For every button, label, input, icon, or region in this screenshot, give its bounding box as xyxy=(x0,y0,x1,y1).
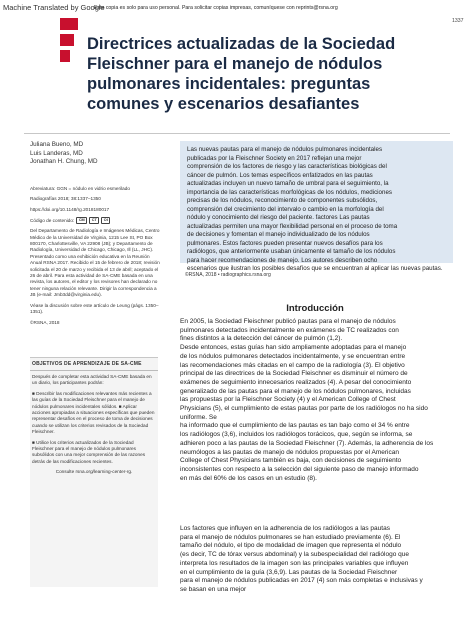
author-name: Luis Landeras, MD xyxy=(30,149,83,157)
content-code-row xyxy=(30,217,160,224)
body-paragraph: Los factores que influyen en la adherencia de los radiólogos a las pautas para el manejo de nódulos pulmonares se han estudiado previamente (6). El tamaño del nódulo, el tipo de modalidad de imagen que representa el nódulo (es decir, TC de tórax versus abdominal) y la subespecialidad del radiólogo que interpreta los resultados de la imagen son las principales variables que influyen en el cumplimiento de la guía (3,6,9). Las pautas de la Sociedad Fleischner para el manejo de nódulos publicadas en 2017 (4) son más completas e inclusivas y se basan en una mejor xyxy=(180,525,423,593)
author-name: Jonathan H. Chung, MD xyxy=(30,158,98,166)
journal-reference: Radiografías 2018; 38:1337–1350 xyxy=(30,196,101,202)
learning-center-link[interactable]: Consulte rsna.org/learning-center-rg. xyxy=(55,469,133,475)
content-code-label: Código de contenido: xyxy=(30,217,75,223)
author-list xyxy=(30,141,98,167)
content-code-badge: CT xyxy=(89,217,99,224)
objective-item: ■ Utilice los criterios actualizados de la Sociedad Fleischner para el manejo de nódulos pulmonares subsólidos con una mejor comprensión de las razones detrás de las modificaciones recientes. xyxy=(32,439,146,464)
learning-objectives-box xyxy=(30,357,158,587)
objectives-intro: Después de completar esta actividad SA-CME basada en un diario, los participantes podrán: xyxy=(32,374,152,386)
copyright: ©RSNA, 2018 xyxy=(30,319,60,325)
machine-translation-banner xyxy=(0,0,474,14)
body-paragraph: En 2005, la Sociedad Fleischner publicó pautas para el manejo de nódulos pulmonares detectados incidentalmente en exámenes de TC realizados con fines distintos a la detección del cáncer de pulmón (1,2). Desde entonces, estas guías han sido ampliamente adoptadas para el manejo de los nódulos pulmonares detectados incidentalmente, y se encuentran entre las recomendaciones más citadas en el campo de la radiología (3). El objetivo principal de las directrices de la Sociedad Fleischner es disminuir el número de exámenes de seguimiento innecesarios realizados (4). A pesar del conocimiento generalizado de las pautas para el manejo de los nódulos pulmonares, incluidas las propuestas por la Fleischner Society (4) y el American College of Chest Physicians (5), el cumplimiento de estas pautas por parte de los radiólogos no ha sido uniforme. Se ha informado que el cumplimiento de las pautas es tan bajo como el 34 % entre los radiólogos (3,6), incluidos los radiólogos torácicos, que, según se informa, se adhieren poco a las pautas de la Sociedad Fleischner (7). Además, la adherencia de los neumólogos a las pautas de manejo de nódulos propuestas por el American College of Chest Physicians también es baja, con decisiones de seguimiento inconsistentes con respecto a la selección del siguiente paso de manejo informado en más del 60% de los casos en un estudio (8). xyxy=(180,318,434,482)
introduction-heading: Introducción xyxy=(286,303,344,314)
title-divider xyxy=(24,133,450,134)
invited-commentary: Véase la discusión sobre este artículo de Leung (págs. 1350–1351). xyxy=(30,302,159,315)
abbreviations: Abreviatura: GGN = nódulo en vidrio esmerilado xyxy=(30,186,130,191)
article-title: Directrices actualizadas de la Sociedad Fleischner para el manejo de nódulos pulmonares incidentales: preguntas comunes y escenarios desafiantes xyxy=(87,35,396,113)
author-affiliation: Del Departamento de Radiología e Imágenes Médicas, Centro Médico de la Universidad de Virginia, 1215 Lee St, PO Box 800170, Charlottesville, VA 22908 (JB); y Departamento de Radiología, Universidad de Chicago, Chicago, Ill (LL, JHC). Presentado como una exhibición educativa en la Reunión Anual RSNA 2017. Recibido el 15 de febrero de 2018; revisión solicitada el 20 de marzo y recibida el 13 de abril; aceptado el 26 de abril. Para esta actividad de SA-CME basada en una revista, los autores, el editor y los revisores han declarado no tener ninguna relación relevante. Dirigir la correspondencia a JB (e-mail: Jmb3dd@virginia.edu). xyxy=(30,228,160,298)
article-metadata xyxy=(30,186,160,330)
content-code-badge: OI xyxy=(101,217,110,224)
personal-use-notice: Esta copia es solo para uso personal. Para solicitar copias impresas, comuníquese con reprints@rsna.org xyxy=(94,5,338,11)
page-number: 1337 xyxy=(452,18,464,24)
doi-link[interactable]: https://doi.org/10.1148/rg.2018180017 xyxy=(30,206,110,212)
objective-item: ■ Describir las modificaciones relevantes más recientes a las guías de la Sociedad Fleischner para el manejo de nódulos pulmonares incidentales sólidos. ■ Aplicar acciones apropiadas a situaciones específicas que pueden representar desafíos en el proceso de toma de decisiones cuando se utilizan los criterios revisados de la Sociedad Fleischner. xyxy=(32,390,155,435)
author-name: Juliana Bueno, MD xyxy=(30,141,84,148)
machine-translated-label: Machine Translated by Google xyxy=(3,3,105,12)
journal-logo-mark xyxy=(60,18,78,68)
rsna-copyright-line: ©RSNA, 2018 • radiographics.rsna.org xyxy=(185,272,271,278)
content-code-badge: CM xyxy=(76,217,87,224)
objectives-heading: OBJETIVOS DE APRENDIZAJE DE SA-CME xyxy=(30,358,158,371)
abstract-box: Las nuevas pautas para el manejo de nódulos pulmonares incidentales publicadas por la Fleischner Society en 2017 reflejan una mejor comprensión de los factores de riesgo y las características biológicas del cáncer de pulmón. Los temas específicos enfatizados en las pautas actualizadas incluyen un nuevo tamaño de umbral para el seguimiento, la importancia de las características morfológicas de los nódulos, mediciones precisas de los nódulos, reconocimiento de componentes subsólidos, comprensión del crecimiento del intervalo o cambio en la morfología del nódulo y conocimiento del riesgo del paciente. factores Las pautas actualizadas permiten una mayor flexibilidad personal en el proceso de toma de decisiones y fomentan el manejo individualizado de los nódulos pulmonares. Estos factores pueden presentar nuevos desafíos para los radiólogos, que anteriormente usaban únicamente el tamaño de los nódulos para hacer recomendaciones de manejo. Los autores describen ocho escenarios que ilustran los posibles desafíos que se encuentran al aplicar las nuevas pautas. xyxy=(180,141,453,263)
